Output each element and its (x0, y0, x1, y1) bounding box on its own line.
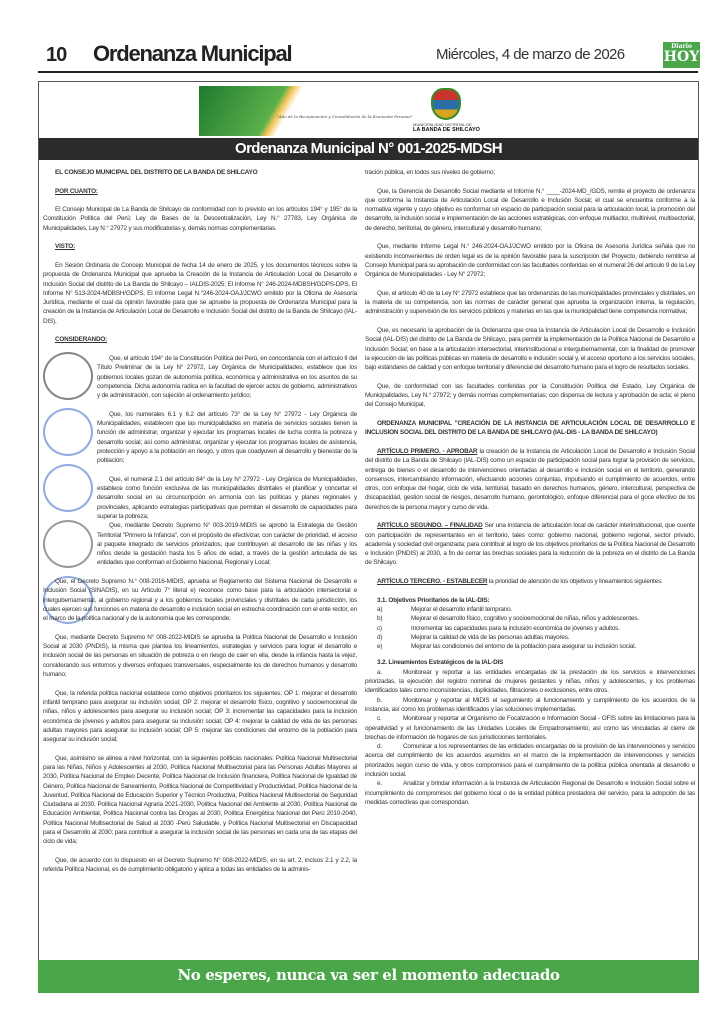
item-key: c. (377, 715, 382, 723)
por-cuanto-heading: POR CUANTO: (55, 187, 98, 195)
article-2 (365, 521, 695, 567)
list-item (365, 714, 695, 742)
item-key: a) (377, 605, 383, 613)
paragraph: Que, el numeral 2.1 del artículo 84° de la Ley N° 27972 - Ley Orgánica de Municipalidades, establece como función exclusiva de las municipalidades distritales el planificar y concertar el desarrollo social en su circunscripción en armonía con las políticas y planes regionales y provinciales, aplicando estrategias participativas que permitan el desarrollo de capacidades para superar la pobreza; (97, 475, 357, 520)
left-column (43, 168, 357, 884)
municipality-name (413, 122, 480, 133)
municipal-crest-icon (431, 88, 461, 120)
objectives-heading: 3.1. Objetivos Prioritarios de la IAL-DIS: (377, 596, 490, 604)
issue-date: Miércoles, 4 de marzo de 2026 (436, 46, 625, 63)
item-key: b) (377, 615, 383, 623)
header-rule (38, 71, 698, 73)
item-key: e. (377, 780, 382, 788)
article-1 (365, 447, 695, 512)
green-swoosh-graphic (199, 86, 329, 136)
guidelines-list (365, 668, 695, 807)
paragraph: Que, mediante Decreto Supremo N° 003-2019-MIDIS se aprobó la Estrategia de Gestión Territorial "Primero la Infancia", con el propósito de efectivizar, con carácter de prioridad, el acceso al paquete integrado de servicios priorizados, que contribuyen al desarrollo de las niñas y los niños desde la gestación hasta los 5 años de edad, a través de la gestión articulada de las entidades que conforman el Gobierno Nacional, Regional y Local; (97, 522, 357, 567)
paragraph: El Consejo Municipal de La Banda de Shilcayo de conformidad con lo previsto en los artículos 194° y 195° de la Constitución Política del Perú; Ley de Bases de la Descentralización, Ley N.° 27783, Ley Orgánica de Municipalidades, Ley N.° 27972 y sus modificatorias y, demás normas complementarias. (43, 206, 357, 232)
article-2-label: ARTÍCULO SEGUNDO. – FINALIDAD (377, 522, 483, 530)
section-title: Ordenanza Municipal (93, 41, 292, 66)
list-item (365, 742, 695, 779)
article-1-text: la creación de la Instancia de Articulación Local de Desarrollo e Inclusión Social del distrito de La Banda de Shilcayo (IAL-DIS) como un espacio de participación social para lograr la provisión de servicios, entrega de bienes o el desarrollo de intervenciones orientadas al desarrollo e inclusión social en el territorio, generando consensos, intercambiando información, efectuando acciones conjuntas, impulsando el cumplimiento de acuerdos, entre otros, con enfoque del hogar, ciclo de vida, territorial, basado en derechos humanos, género, intercultural, perspectiva de discapacidad, gestión social de riesgos, desarrollo humano, gerontológico, enfoque diferencial para el goce efectivo de los derechos de la persona mayor y curso de vida. (365, 447, 695, 511)
paragraph: Que, de conformidad con las facultades conferidas por la Constitución Política del Estado, Ley Orgánica de Municipalidades, Ley N.° 27972; y demás normas complementarias; con dispensa de lectura y aprobación de acta; el pleno del Consejo Municipal, (365, 382, 695, 409)
item-key: e) (377, 643, 383, 651)
item-key: b. (377, 696, 382, 704)
page-number: 10 (46, 44, 67, 66)
item-text: Mejorar el desarrollo infantil temprano. (411, 605, 513, 613)
guidelines-heading: 3.2. Lineamientos Estratégicos de la IAL-DIS (377, 659, 504, 667)
paragraph: Que, es necesario la aprobación de la Ordenanza que crea la Instancia de Articulación Local de Desarrollo e Inclusión Social (IAL-DIS) del distrito de La Banda de Shilcayo, para permitir la implementación de la Política Nacional de Desarrollo e Inclusión Social; en base a la articulación intersectorial, interinstitucional e intergubernamental, con la finalidad de promover la ejecución de las políticas públicas en materia de desarrollo e inclusión social y, el acceso oportuno a los servicios sociales, bajo estándares de calidad y con enfoque territorial y diferencial del desarrollo humano para el logro de resultados sociales. (365, 327, 695, 372)
list-item (365, 668, 695, 696)
item-text: Analizar y brindar información a la Instancia de Articulación Regional de Desarrollo e Inclusión Social sobre el incumplimiento de compromisos del gobierno local o de la entidad pública prestadora del servicio, para la adopción de las medidas correctivas que correspondan. (365, 780, 695, 806)
article-1-label: ARTÍCULO PRIMERO. - APROBAR (377, 447, 478, 455)
considerando-heading: CONSIDERANDO: (55, 336, 108, 344)
paragraph: En Sesión Ordinaria de Concejo Municipal de fecha 14 de enero de 2025, y los documentos técnicos sobre la propuesta de Ordenanza Municipal que aprueba la Creación de la Instancia de Articulación Local de Desarrollo e Inclusión Social del distrito de La Banda de Shilcayo – IALDIS-2025; El Informe N° 246-2024-MDBSH/GDPS-DPS, El Informe N° 513-2024-MDBSH/GDPS, El Informe Legal N.°246-2024-OAJ/JCWO emitido por la Oficina de Asesoría Jurídica, mediante el cual da opinión favorable para que se apruebe la propuesta de Ordenanza Municipal para la creación de la Instancia de Articulación Local de Desarrollo e Inclusión Social del distrito de la Banda de Shilcayo (IAL-DIS), (43, 261, 357, 325)
item-text: Comunicar a los representantes de las entidades encargadas de la provisión de las intervenciones y servicios acerca del cumplimiento de los acuerdos asumidos en el marco de la implementación de intervenciones y servicios priorizados según curso de vida, y otros compromisos para el cumplimiento de la política pública orientada al desarrollo e inclusión social. (365, 743, 695, 778)
paragraph: Que, la Gerencia de Desarrollo Social mediante el Informe N.° ____-2024-MD_/GDS, remite el proyecto de ordenanza que conforma la Instancia de Articulación Local de Desarrollo e Inclusión Social; el cual se encuentra conforme a la normativa vigente y cuyo objetivo es conformar un espacio de participación social para la articulación local, la promoción del desarrollo, la inclusión social e implementación de las acciones estratégicas, con enfoque multiactor, multinivel, multisectorial, de derecho, territorial, de género, intercultural y desarrollo humano; (365, 187, 695, 232)
list-item (365, 696, 695, 715)
paragraph: Que, la referida política nacional establece como objetivos prioritarios los siguientes: OP 1: mejorar el desarrollo infantil temprano para asegurar su inclusión social; OP 2: mejorar el desarrollo físico, cognitivo y socioemocional de niñas, niños y adolescentes para asegurar su inclusión social; OP 3: incrementar las capacidades para la inclusión económica de jóvenes y adultos para asegurar su inclusión social; OP 4: mejorar la calidad de vida de las personas adultas mayores para asegurar su inclusión social; OP 5: mejorar las condiciones del entorno de la población para asegurar su inclusión social; (43, 689, 357, 744)
year-motto: "Año de la Recuperación y Consolidación de la Economía Peruana" (277, 114, 413, 119)
paragraph: Que, el artículo 40 de la Ley N° 27972 establece que las ordenanzas de las municipalidades provinciales y distritales, en la materia de su competencia, son las normas de carácter general que aprueba la organización interna, la regulación, administración y supervisión de los servicios públicos y materias en las que la municipalidad tiene competencia normativa; (365, 289, 695, 316)
list-item (365, 642, 695, 651)
item-text: Mejorar las condiciones del entorno de la población para asegurar su inclusión social. (411, 643, 637, 651)
muni-line2: LA BANDA DE SHILCAYO (413, 127, 480, 133)
article-3-text: la prioridad de atención de los objetivos y lineamientos siguientes: (487, 578, 663, 586)
item-text: Monitorear y reportar al MIDIS el seguimiento al funcionamiento y cumplimiento de los acuerdos de la instancia, así como los problemas identificados y las soluciones implementadas. (365, 696, 695, 713)
article-3 (365, 577, 695, 586)
paragraph: Que, el Decreto Supremo N.° 008-2016-MIDIS, aprueba el Reglamento del Sistema Nacional de Desarrollo e Inclusión Social (SINADIS), en su Artículo 7° literal e) reconoce como base para la articulación intersectorial e intergubernamental, al gobierno regional y a los gobiernos locales provinciales y distritales de cada jurisdicción, los cuales ejercen sus funciones en materia de desarrollo e inclusión social en estrecha coordinación con el ente rector, en el marco de la política nacional y de la autonomía que les corresponde; (43, 578, 357, 623)
list-item (365, 605, 695, 614)
item-key: c) (377, 624, 382, 632)
paragraph: Que, los numerales 6.1 y 6.2 del artículo 73° de la Ley N° 27972 - Ley Orgánica de Municipalidades, establecen que las municipalidades en materia de servicios sociales tienen la función de administrar, organizar y ejecutar los programas locales de lucha contra la pobreza y desarrollo social; así como administrar, organizar y ejecutar los programas locales de asistencia, protección y apoyo a la población en riesgo, y otros que coadyuven al desarrollo y bienestar de la población; (97, 410, 357, 465)
item-key: d) (377, 633, 383, 641)
ordinance-notice (38, 81, 699, 964)
article-2-text: Ser una instancia de articulación local de carácter interinstitucional, que cuente con participación de representantes en el territorio, tales como: gobierno nacional, gobierno regional, sector privado, academia y sociedad civil organizada; para contribuir al logro de los objetivos prioritarios de la Política Nacional de Desarrollo e Inclusión (PNDIS) al 2030, a fin de cerrar las brechas sociales para la reducción de la pobreza en el distrito de La Banda de Shilcayo. (365, 522, 695, 567)
item-text: Mejorar la calidad de vida de las personas adultas mayores. (411, 633, 570, 641)
list-item (365, 614, 695, 623)
ordinance-title: Ordenanza Municipal N° 001-2025-MDSH (39, 138, 698, 160)
right-column (365, 168, 695, 807)
list-item (365, 624, 695, 633)
council-heading: EL CONSEJO MUNICIPAL DEL DISTRITO DE LA BANDA DE SHILCAYO (55, 169, 258, 176)
item-text: Monitorear y reportar al Organismo de Focalización e Información Social - OFIS sobre las limitaciones para la operatividad y el funcionamiento de las Unidades Locales de Empadronamiento, así como las vinculadas al cierre de brechas de información de hogares de sus jurisdicciones territoriales. (365, 715, 695, 741)
page-header (38, 40, 698, 70)
paragraph: Que, el artículo 194° de la Constitución Política del Perú, en concordancia con el artículo II del Título Preliminar de la Ley N° 27972, Ley Orgánica de Municipalidades, establece que los gobiernos locales gozan de autonomía política, económica y administrativa en los asuntos de su competencia. Dicha autonomía radica en la facultad de ejercer actos de gobierno, administrativos y de administración, con sujeción al ordenamiento jurídico; (97, 354, 357, 400)
item-text: Monitorear y reportar a las entidades encargadas de la prestación de los servicios e intervenciones priorizadas, la ejecución del registro nominal de mujeres gestantes y niñas, niños y adolescentes, y los problemas identificados tales como inconsistencias, duplicidades, filtraciones o exclusiones, entre otros. (365, 668, 695, 695)
list-item (365, 779, 695, 807)
paragraph: Que, asimismo se alinea a nivel horizontal, con la siguientes políticas nacionales: Política Nacional Multisectorial para las Niñas, Niños y Adolescentes al 2030, Política Nacional Multisectorial para las Personas Adultas Mayores al 2030, Política Nacional de Empleo Decente, Política Nacional de Inclusión financiera, Política Nacional de Igualdad de Género, Política Nacional de Saneamiento, Política Nacional de Competitividad y Productividad, Política Nacional de la Juventud, Política Nacional de Educación Superior y Técnico Productiva, Política Nacional Multisectorial de Seguridad Ciudadana al 2030, Política Nacional Agraria 2021-2030, Política Nacional del Ambiente al 2030, Política Nacional de Educación Ambiental, Política Nacional contra las Drogas al 2030, Política Energética Nacional del Perú 2010-2040, Política Nacional Multisectorial de Salud al 2030 -Perú Saludable, y Política Nacional Multisectorial en Discapacidad para el Desarrollo al 2030; para contribuir a asegurar la inclusión social de las personas en cada una de las etapas del ciclo de vida; (43, 754, 357, 846)
logo-small-text: Diario (671, 43, 692, 50)
slogan-banner: No esperes, nunca va ser el momento adecuado (38, 960, 699, 993)
list-item (365, 633, 695, 642)
paragraph: Que, mediante Informe Legal N.° 246-2024-OAJ/JCWO emitido por la Oficina de Asesoría Jurídica señala que no existiendo inconvenientes de orden legal es de la opinión favorable para la suscripción del Proyecto, debiendo remitirse al Consejo Municipal para su aprobación de conformidad con las facultades conferidas en el numeral 26 del artículo 9 de la Ley Orgánica de Municipalidades - Ley N° 27972; (365, 243, 695, 279)
paragraph: Que, de acuerdo con lo dispuesto en el Decreto Supremo N° 008-2022-MIDIS, en su art. 2, incisos 2.1 y 2.2, la referida Política Nacional, es de cumplimiento obligatorio y aplica a todas las entidades de la adminis- (43, 856, 357, 874)
visto-heading: VISTO: (55, 243, 75, 251)
municipality-banner (199, 86, 559, 136)
item-text: Incrementar las capacidades para la inclusión económica de jóvenes y adultos. (411, 624, 620, 632)
article-3-label: ARTÍCULO TERCERO. - ESTABLECER (377, 578, 488, 586)
objectives-list (365, 605, 695, 651)
paragraph: Que, mediante Decreto Supremo N° 008-2022-MIDIS se aprueba la Política Nacional de Desarrollo e Inclusión Social al 2030 (PNDIS), la misma que plantea los lineamientos, estrategias y servicios para lograr el desarrollo e inclusión social de las personas en situación de pobreza o en riesgo de caer en ella, desde la infancia hasta la vejez, considerando sus entornos y diversos enfoques transversales, especialmente los de derechos humanos y desarrollo humano; (43, 633, 357, 679)
ordinance-heading: ORDENANZA MUNICIPAL "CREACIÓN DE LA INSTANCIA DE ARTICULACIÓN LOCAL DE DESARROLLO E INCLUSION SOCIAL DEL DISTRITO DE LA BANDA DE SHILCAYO (IAL-DIS - LA BANDA DE SHILCAYO) (365, 420, 695, 437)
item-key: d. (377, 743, 382, 751)
item-text: Mejorar el desarrollo físico, cognitivo y socioemocional de niñas, niños y adolescentes. (411, 615, 639, 623)
newspaper-logo (663, 42, 700, 68)
item-key: a. (377, 668, 382, 676)
muni-line1: MUNICIPALIDAD DISTRITAL DE (413, 122, 472, 127)
logo-text: HOY (663, 49, 700, 65)
paragraph: tración pública, en todos sus niveles de gobierno; (365, 169, 495, 176)
